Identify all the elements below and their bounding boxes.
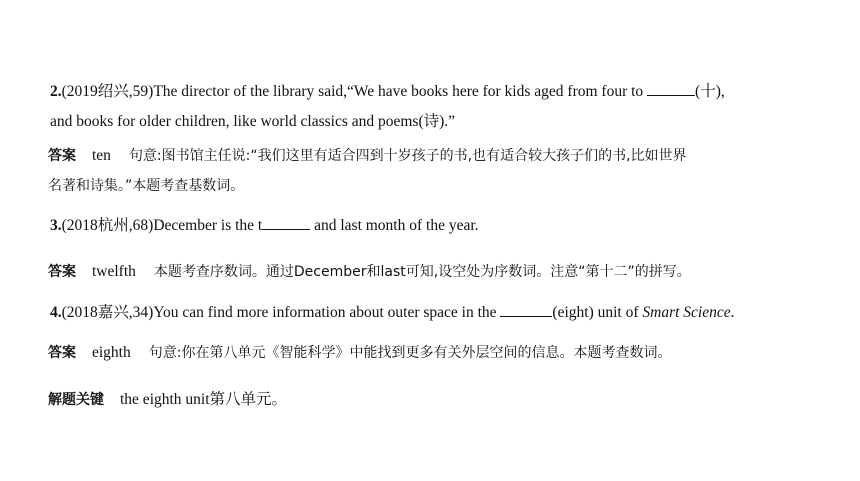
q2-answer: ten: [92, 147, 111, 164]
q4-answer-label: 答案: [48, 345, 76, 361]
q3-text-after: and last month of the year.: [310, 217, 479, 234]
q3-text-before: December is the t: [153, 217, 263, 234]
q2-answer-blank: [647, 82, 695, 96]
q4-answer-line: [48, 343, 671, 363]
q2-explanation-line2: [48, 176, 244, 196]
q2-answer-label: 答案: [48, 148, 76, 164]
q4-text-before: You can find more information about outer space in the: [153, 304, 501, 321]
key-label: 解题关键: [48, 392, 104, 408]
q3-answer-label: 答案: [48, 264, 76, 280]
q2-text-line1: The director of the library said,“We have books here for kids aged from four to: [153, 83, 648, 100]
q3-answer-blank: [262, 216, 310, 230]
q2-number: 2.: [50, 83, 62, 100]
q2-text-line2: and books for older children, like world classics and poems(诗).”: [50, 113, 456, 130]
key-text: the eighth unit第八单元。: [120, 391, 288, 408]
q2-explanation-line1: 句意:图书馆主任说:“我们这里有适合四到十岁孩子的书,也有适合较大孩子们的书,比如世界: [128, 148, 687, 164]
q4-book-title: Smart Science: [642, 304, 731, 321]
q3-answer-line: [48, 262, 691, 282]
q2-answer-line: [48, 146, 687, 166]
q4-line: [50, 303, 735, 323]
q4-period: .: [730, 304, 735, 321]
key-line: [48, 390, 287, 410]
q2-source: (2019绍兴,59): [61, 83, 154, 100]
q4-explanation: 句意:你在第八单元《智能科学》中能找到更多有关外层空间的信息。本题考查数词。: [148, 345, 672, 361]
q3-number: 3.: [50, 217, 62, 234]
q2-explanation-text2: 名著和诗集。”本题考查基数词。: [48, 178, 245, 194]
q2-line1: [50, 82, 725, 102]
q3-source: (2018杭州,68): [61, 217, 154, 234]
q4-number: 4.: [50, 304, 62, 321]
q2-hint: (十),: [695, 83, 725, 100]
q4-source: (2018嘉兴,34): [61, 304, 154, 321]
q4-answer-blank: [500, 303, 552, 317]
q3-line: [50, 216, 479, 236]
q3-answer: twelfth: [92, 263, 136, 280]
q4-answer: eighth: [92, 344, 131, 361]
q2-line2: [50, 112, 455, 132]
q4-hint: (eight) unit of: [552, 304, 643, 321]
q3-explanation: 本题考查序数词。通过December和last可知,设空处为序数词。注意“第十二”的拼写。: [153, 264, 691, 280]
